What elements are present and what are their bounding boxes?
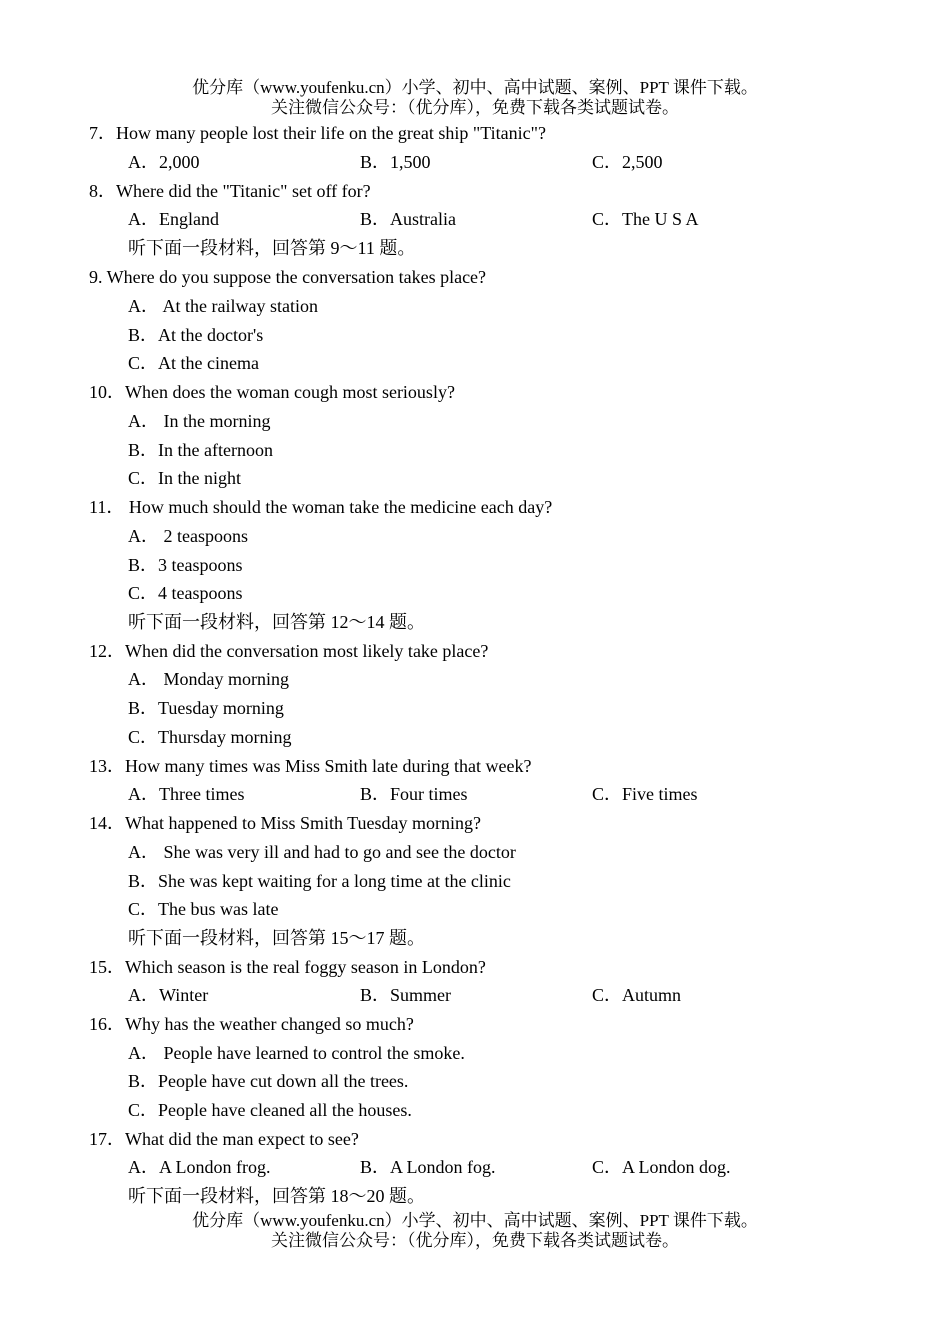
q9-option-c: C．At the cinema [128, 353, 259, 373]
q15-option-c: C．Autumn [592, 985, 682, 1005]
page-header [0, 78, 950, 118]
q10-option-a: A． In the morning [128, 411, 271, 431]
section-note-15-17: 听下面一段材料，回答第 15～17 题。 [128, 928, 425, 948]
section-note-12-14: 听下面一段材料，回答第 12～14 题。 [128, 612, 425, 632]
question-14: 14．What happened to Miss Smith Tuesday morning? [89, 813, 481, 833]
q12-option-a: A． Monday morning [128, 669, 289, 689]
question-7: 7．How many people lost their life on the great ship "Titanic"? [89, 123, 546, 143]
q12-option-b: B．Tuesday morning [128, 698, 284, 718]
question-9: 9. Where do you suppose the conversation takes place? [89, 267, 487, 287]
section-note-9-11: 听下面一段材料，回答第 9～11 题。 [128, 238, 416, 258]
header-line-1: 优分库（www.youfenku.cn）小学、初中、高中试题、案例、PPT 课件下载。 [192, 78, 758, 97]
q8-option-c: C．The U S A [592, 209, 699, 229]
q15-option-a: A．Winter [128, 985, 209, 1005]
q7-option-a: A．2,000 [128, 152, 200, 172]
q14-option-a: A． She was very ill and had to go and see the doctor [128, 842, 516, 862]
q7-option-c: C．2,500 [592, 152, 663, 172]
q8-option-b: B．Australia [360, 209, 456, 229]
page-footer [0, 1211, 950, 1251]
q8-option-a: A．England [128, 209, 219, 229]
footer-line-2: 关注微信公众号：（优分库），免费下载各类试题试卷。 [271, 1231, 679, 1250]
question-12: 12．When did the conversation most likely take place? [89, 641, 489, 661]
q7-option-b: B．1,500 [360, 152, 431, 172]
section-note-18-20: 听下面一段材料，回答第 18～20 题。 [128, 1186, 425, 1206]
question-13: 13．How many times was Miss Smith late during that week? [89, 756, 532, 776]
question-11: 11． How much should the woman take the medicine each day? [89, 497, 553, 517]
q17-option-b: B．A London fog. [360, 1157, 496, 1177]
q9-option-a: A． At the railway station [128, 296, 318, 316]
q16-option-a: A． People have learned to control the smoke. [128, 1043, 465, 1063]
q16-option-b: B．People have cut down all the trees. [128, 1071, 409, 1091]
q15-option-b: B．Summer [360, 985, 452, 1005]
q17-option-a: A．A London frog. [128, 1157, 271, 1177]
q10-option-b: B．In the afternoon [128, 440, 273, 460]
q9-option-b: B．At the doctor's [128, 325, 264, 345]
q14-option-b: B．She was kept waiting for a long time at the clinic [128, 871, 511, 891]
header-line-2: 关注微信公众号：（优分库），免费下载各类试题试卷。 [271, 98, 679, 117]
question-10: 10．When does the woman cough most seriously? [89, 382, 455, 402]
question-16: 16．Why has the weather changed so much? [89, 1014, 414, 1034]
footer-line-1: 优分库（www.youfenku.cn）小学、初中、高中试题、案例、PPT 课件下载。 [192, 1211, 758, 1230]
question-15: 15．Which season is the real foggy season in London? [89, 957, 486, 977]
q11-option-b: B．3 teaspoons [128, 555, 243, 575]
q12-option-c: C．Thursday morning [128, 727, 292, 747]
q16-option-c: C．People have cleaned all the houses. [128, 1100, 412, 1120]
q14-option-c: C．The bus was late [128, 899, 279, 919]
q17-option-c: C．A London dog. [592, 1157, 731, 1177]
q13-option-c: C．Five times [592, 784, 698, 804]
q13-option-a: A．Three times [128, 784, 245, 804]
q10-option-c: C．In the night [128, 468, 241, 488]
q11-option-a: A． 2 teaspoons [128, 526, 248, 546]
q13-option-b: B．Four times [360, 784, 468, 804]
question-8: 8．Where did the "Titanic" set off for? [89, 181, 371, 201]
question-17: 17．What did the man expect to see? [89, 1129, 359, 1149]
q11-option-c: C．4 teaspoons [128, 583, 243, 603]
